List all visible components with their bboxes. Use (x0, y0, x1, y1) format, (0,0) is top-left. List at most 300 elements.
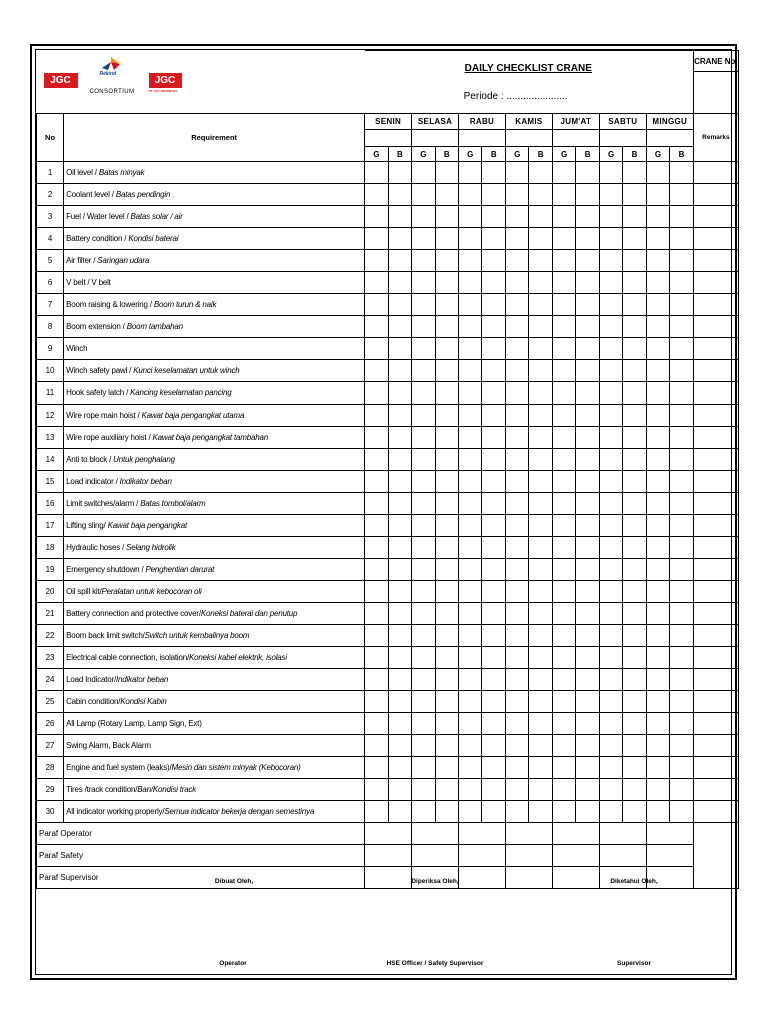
remarks-cell[interactable] (693, 602, 738, 624)
check-cell[interactable] (670, 779, 694, 801)
check-cell[interactable] (365, 184, 388, 206)
check-cell[interactable] (482, 647, 505, 669)
check-cell[interactable] (482, 735, 505, 757)
check-cell[interactable] (623, 580, 646, 602)
check-cell[interactable] (388, 294, 411, 316)
check-cell[interactable] (412, 162, 435, 184)
check-cell[interactable] (552, 294, 575, 316)
check-cell[interactable] (365, 624, 388, 646)
paraf-cell[interactable] (505, 823, 552, 845)
check-cell[interactable] (412, 492, 435, 514)
check-cell[interactable] (599, 580, 622, 602)
check-cell[interactable] (599, 647, 622, 669)
check-cell[interactable] (646, 360, 669, 382)
check-cell[interactable] (576, 624, 599, 646)
check-cell[interactable] (576, 162, 599, 184)
check-cell[interactable] (623, 338, 646, 360)
check-cell[interactable] (599, 536, 622, 558)
check-cell[interactable] (412, 228, 435, 250)
paraf-cell[interactable] (505, 845, 552, 867)
remarks-cell[interactable] (693, 382, 738, 404)
check-cell[interactable] (365, 228, 388, 250)
paraf-cell[interactable] (646, 845, 693, 867)
check-cell[interactable] (365, 206, 388, 228)
check-cell[interactable] (365, 492, 388, 514)
check-cell[interactable] (552, 338, 575, 360)
check-cell[interactable] (412, 624, 435, 646)
check-cell[interactable] (552, 316, 575, 338)
paraf-cell[interactable] (552, 823, 599, 845)
check-cell[interactable] (505, 404, 528, 426)
check-cell[interactable] (459, 602, 482, 624)
check-cell[interactable] (599, 184, 622, 206)
check-cell[interactable] (670, 691, 694, 713)
check-cell[interactable] (388, 514, 411, 536)
check-cell[interactable] (529, 691, 552, 713)
check-cell[interactable] (435, 691, 458, 713)
check-cell[interactable] (623, 426, 646, 448)
check-cell[interactable] (482, 536, 505, 558)
check-cell[interactable] (646, 294, 669, 316)
check-cell[interactable] (646, 602, 669, 624)
check-cell[interactable] (552, 757, 575, 779)
check-cell[interactable] (482, 316, 505, 338)
check-cell[interactable] (670, 250, 694, 272)
check-cell[interactable] (623, 735, 646, 757)
check-cell[interactable] (505, 669, 528, 691)
check-cell[interactable] (435, 250, 458, 272)
check-cell[interactable] (646, 558, 669, 580)
check-cell[interactable] (646, 228, 669, 250)
check-cell[interactable] (459, 338, 482, 360)
check-cell[interactable] (529, 206, 552, 228)
check-cell[interactable] (365, 647, 388, 669)
check-cell[interactable] (388, 448, 411, 470)
check-cell[interactable] (623, 404, 646, 426)
check-cell[interactable] (482, 360, 505, 382)
check-cell[interactable] (365, 757, 388, 779)
check-cell[interactable] (435, 426, 458, 448)
check-cell[interactable] (482, 558, 505, 580)
check-cell[interactable] (365, 801, 388, 823)
check-cell[interactable] (435, 294, 458, 316)
check-cell[interactable] (459, 647, 482, 669)
check-cell[interactable] (623, 360, 646, 382)
check-cell[interactable] (459, 206, 482, 228)
check-cell[interactable] (435, 492, 458, 514)
day-date-cell[interactable] (412, 130, 459, 147)
check-cell[interactable] (412, 801, 435, 823)
check-cell[interactable] (529, 448, 552, 470)
check-cell[interactable] (623, 779, 646, 801)
check-cell[interactable] (459, 250, 482, 272)
remarks-cell[interactable] (693, 162, 738, 184)
check-cell[interactable] (670, 624, 694, 646)
paraf-cell[interactable] (365, 845, 412, 867)
check-cell[interactable] (529, 470, 552, 492)
check-cell[interactable] (552, 801, 575, 823)
check-cell[interactable] (505, 184, 528, 206)
check-cell[interactable] (599, 338, 622, 360)
check-cell[interactable] (623, 624, 646, 646)
check-cell[interactable] (435, 448, 458, 470)
check-cell[interactable] (412, 184, 435, 206)
check-cell[interactable] (552, 624, 575, 646)
check-cell[interactable] (482, 338, 505, 360)
check-cell[interactable] (576, 228, 599, 250)
check-cell[interactable] (646, 669, 669, 691)
check-cell[interactable] (388, 691, 411, 713)
check-cell[interactable] (505, 735, 528, 757)
check-cell[interactable] (482, 184, 505, 206)
check-cell[interactable] (482, 492, 505, 514)
check-cell[interactable] (505, 492, 528, 514)
check-cell[interactable] (482, 801, 505, 823)
check-cell[interactable] (365, 360, 388, 382)
check-cell[interactable] (459, 448, 482, 470)
check-cell[interactable] (670, 470, 694, 492)
check-cell[interactable] (623, 228, 646, 250)
check-cell[interactable] (623, 162, 646, 184)
check-cell[interactable] (599, 294, 622, 316)
check-cell[interactable] (412, 272, 435, 294)
check-cell[interactable] (670, 514, 694, 536)
check-cell[interactable] (388, 382, 411, 404)
check-cell[interactable] (459, 536, 482, 558)
remarks-cell[interactable] (693, 580, 738, 602)
check-cell[interactable] (529, 801, 552, 823)
paraf-cell[interactable] (552, 845, 599, 867)
check-cell[interactable] (670, 404, 694, 426)
remarks-cell[interactable] (693, 624, 738, 646)
check-cell[interactable] (552, 426, 575, 448)
check-cell[interactable] (599, 558, 622, 580)
remarks-cell[interactable] (693, 514, 738, 536)
check-cell[interactable] (459, 624, 482, 646)
check-cell[interactable] (505, 514, 528, 536)
check-cell[interactable] (599, 713, 622, 735)
day-date-cell[interactable] (552, 130, 599, 147)
check-cell[interactable] (459, 580, 482, 602)
check-cell[interactable] (482, 448, 505, 470)
check-cell[interactable] (435, 757, 458, 779)
day-date-cell[interactable] (365, 130, 412, 147)
check-cell[interactable] (412, 470, 435, 492)
check-cell[interactable] (482, 624, 505, 646)
check-cell[interactable] (435, 206, 458, 228)
check-cell[interactable] (576, 382, 599, 404)
check-cell[interactable] (529, 558, 552, 580)
check-cell[interactable] (505, 602, 528, 624)
check-cell[interactable] (435, 162, 458, 184)
check-cell[interactable] (529, 382, 552, 404)
check-cell[interactable] (529, 779, 552, 801)
check-cell[interactable] (412, 691, 435, 713)
check-cell[interactable] (505, 779, 528, 801)
check-cell[interactable] (552, 691, 575, 713)
check-cell[interactable] (646, 713, 669, 735)
check-cell[interactable] (646, 779, 669, 801)
check-cell[interactable] (623, 382, 646, 404)
check-cell[interactable] (623, 801, 646, 823)
check-cell[interactable] (505, 316, 528, 338)
remarks-cell[interactable] (693, 184, 738, 206)
check-cell[interactable] (482, 426, 505, 448)
check-cell[interactable] (435, 801, 458, 823)
check-cell[interactable] (646, 514, 669, 536)
check-cell[interactable] (576, 184, 599, 206)
check-cell[interactable] (435, 536, 458, 558)
check-cell[interactable] (435, 338, 458, 360)
check-cell[interactable] (670, 602, 694, 624)
check-cell[interactable] (365, 536, 388, 558)
check-cell[interactable] (576, 558, 599, 580)
check-cell[interactable] (670, 757, 694, 779)
remarks-cell[interactable] (693, 470, 738, 492)
check-cell[interactable] (365, 558, 388, 580)
remarks-cell[interactable] (693, 801, 738, 823)
check-cell[interactable] (670, 448, 694, 470)
check-cell[interactable] (412, 669, 435, 691)
check-cell[interactable] (459, 735, 482, 757)
check-cell[interactable] (412, 514, 435, 536)
check-cell[interactable] (529, 294, 552, 316)
periode-value[interactable]: ...................... (506, 91, 568, 102)
check-cell[interactable] (646, 580, 669, 602)
check-cell[interactable] (365, 272, 388, 294)
check-cell[interactable] (552, 470, 575, 492)
check-cell[interactable] (529, 580, 552, 602)
check-cell[interactable] (388, 272, 411, 294)
check-cell[interactable] (670, 272, 694, 294)
check-cell[interactable] (412, 404, 435, 426)
check-cell[interactable] (623, 558, 646, 580)
check-cell[interactable] (505, 360, 528, 382)
check-cell[interactable] (388, 624, 411, 646)
check-cell[interactable] (670, 536, 694, 558)
check-cell[interactable] (505, 294, 528, 316)
check-cell[interactable] (646, 184, 669, 206)
check-cell[interactable] (505, 272, 528, 294)
remarks-cell[interactable] (693, 448, 738, 470)
remarks-cell[interactable] (693, 360, 738, 382)
check-cell[interactable] (482, 669, 505, 691)
check-cell[interactable] (505, 580, 528, 602)
check-cell[interactable] (505, 691, 528, 713)
check-cell[interactable] (646, 492, 669, 514)
check-cell[interactable] (435, 713, 458, 735)
check-cell[interactable] (552, 713, 575, 735)
check-cell[interactable] (459, 801, 482, 823)
check-cell[interactable] (599, 162, 622, 184)
check-cell[interactable] (646, 624, 669, 646)
check-cell[interactable] (459, 470, 482, 492)
operator-signature[interactable]: Operator (219, 960, 247, 967)
check-cell[interactable] (459, 514, 482, 536)
check-cell[interactable] (623, 602, 646, 624)
check-cell[interactable] (505, 647, 528, 669)
remarks-cell[interactable] (693, 779, 738, 801)
check-cell[interactable] (623, 691, 646, 713)
check-cell[interactable] (459, 558, 482, 580)
check-cell[interactable] (670, 228, 694, 250)
check-cell[interactable] (623, 669, 646, 691)
check-cell[interactable] (623, 250, 646, 272)
check-cell[interactable] (576, 470, 599, 492)
check-cell[interactable] (505, 558, 528, 580)
check-cell[interactable] (576, 448, 599, 470)
check-cell[interactable] (482, 580, 505, 602)
check-cell[interactable] (646, 757, 669, 779)
check-cell[interactable] (388, 206, 411, 228)
check-cell[interactable] (459, 713, 482, 735)
check-cell[interactable] (576, 338, 599, 360)
day-date-cell[interactable] (646, 130, 693, 147)
check-cell[interactable] (670, 294, 694, 316)
check-cell[interactable] (599, 514, 622, 536)
check-cell[interactable] (365, 514, 388, 536)
check-cell[interactable] (482, 272, 505, 294)
check-cell[interactable] (623, 757, 646, 779)
check-cell[interactable] (505, 228, 528, 250)
paraf-cell[interactable] (365, 823, 412, 845)
check-cell[interactable] (459, 691, 482, 713)
check-cell[interactable] (482, 779, 505, 801)
check-cell[interactable] (623, 206, 646, 228)
check-cell[interactable] (623, 647, 646, 669)
check-cell[interactable] (552, 558, 575, 580)
check-cell[interactable] (670, 184, 694, 206)
check-cell[interactable] (459, 382, 482, 404)
check-cell[interactable] (599, 757, 622, 779)
check-cell[interactable] (388, 602, 411, 624)
check-cell[interactable] (388, 647, 411, 669)
check-cell[interactable] (670, 735, 694, 757)
paraf-cell[interactable] (412, 823, 459, 845)
paraf-cell[interactable] (646, 823, 693, 845)
check-cell[interactable] (599, 206, 622, 228)
check-cell[interactable] (529, 162, 552, 184)
remarks-cell[interactable] (693, 757, 738, 779)
check-cell[interactable] (670, 647, 694, 669)
check-cell[interactable] (365, 448, 388, 470)
check-cell[interactable] (482, 514, 505, 536)
check-cell[interactable] (623, 184, 646, 206)
check-cell[interactable] (388, 316, 411, 338)
check-cell[interactable] (459, 162, 482, 184)
check-cell[interactable] (552, 360, 575, 382)
check-cell[interactable] (670, 338, 694, 360)
check-cell[interactable] (576, 669, 599, 691)
check-cell[interactable] (529, 228, 552, 250)
check-cell[interactable] (576, 316, 599, 338)
check-cell[interactable] (459, 294, 482, 316)
check-cell[interactable] (646, 426, 669, 448)
check-cell[interactable] (412, 250, 435, 272)
check-cell[interactable] (552, 602, 575, 624)
check-cell[interactable] (623, 492, 646, 514)
check-cell[interactable] (435, 382, 458, 404)
check-cell[interactable] (552, 536, 575, 558)
check-cell[interactable] (529, 426, 552, 448)
check-cell[interactable] (388, 426, 411, 448)
check-cell[interactable] (505, 536, 528, 558)
check-cell[interactable] (529, 647, 552, 669)
check-cell[interactable] (412, 713, 435, 735)
remarks-cell[interactable] (693, 316, 738, 338)
check-cell[interactable] (412, 338, 435, 360)
check-cell[interactable] (529, 338, 552, 360)
check-cell[interactable] (365, 162, 388, 184)
check-cell[interactable] (529, 536, 552, 558)
check-cell[interactable] (412, 448, 435, 470)
check-cell[interactable] (412, 779, 435, 801)
check-cell[interactable] (623, 470, 646, 492)
day-date-cell[interactable] (599, 130, 646, 147)
check-cell[interactable] (388, 558, 411, 580)
check-cell[interactable] (365, 713, 388, 735)
check-cell[interactable] (365, 602, 388, 624)
check-cell[interactable] (646, 470, 669, 492)
check-cell[interactable] (365, 294, 388, 316)
check-cell[interactable] (365, 316, 388, 338)
check-cell[interactable] (599, 426, 622, 448)
check-cell[interactable] (388, 360, 411, 382)
check-cell[interactable] (552, 206, 575, 228)
check-cell[interactable] (365, 382, 388, 404)
paraf-cell[interactable] (599, 823, 646, 845)
check-cell[interactable] (482, 602, 505, 624)
check-cell[interactable] (646, 536, 669, 558)
check-cell[interactable] (646, 448, 669, 470)
check-cell[interactable] (646, 691, 669, 713)
check-cell[interactable] (552, 492, 575, 514)
check-cell[interactable] (552, 647, 575, 669)
check-cell[interactable] (412, 360, 435, 382)
paraf-cell[interactable] (412, 845, 459, 867)
check-cell[interactable] (435, 647, 458, 669)
check-cell[interactable] (576, 779, 599, 801)
check-cell[interactable] (599, 691, 622, 713)
crane-no-value[interactable] (693, 72, 738, 114)
check-cell[interactable] (599, 382, 622, 404)
check-cell[interactable] (529, 757, 552, 779)
check-cell[interactable] (412, 647, 435, 669)
check-cell[interactable] (646, 647, 669, 669)
check-cell[interactable] (623, 272, 646, 294)
check-cell[interactable] (435, 624, 458, 646)
check-cell[interactable] (552, 580, 575, 602)
check-cell[interactable] (670, 558, 694, 580)
check-cell[interactable] (412, 580, 435, 602)
check-cell[interactable] (482, 250, 505, 272)
remarks-cell[interactable] (693, 294, 738, 316)
check-cell[interactable] (529, 713, 552, 735)
check-cell[interactable] (670, 206, 694, 228)
check-cell[interactable] (365, 669, 388, 691)
remarks-cell[interactable] (693, 691, 738, 713)
remarks-cell[interactable] (693, 536, 738, 558)
check-cell[interactable] (505, 470, 528, 492)
check-cell[interactable] (435, 404, 458, 426)
check-cell[interactable] (435, 779, 458, 801)
check-cell[interactable] (365, 404, 388, 426)
check-cell[interactable] (646, 206, 669, 228)
check-cell[interactable] (576, 691, 599, 713)
check-cell[interactable] (388, 250, 411, 272)
check-cell[interactable] (459, 779, 482, 801)
check-cell[interactable] (646, 250, 669, 272)
